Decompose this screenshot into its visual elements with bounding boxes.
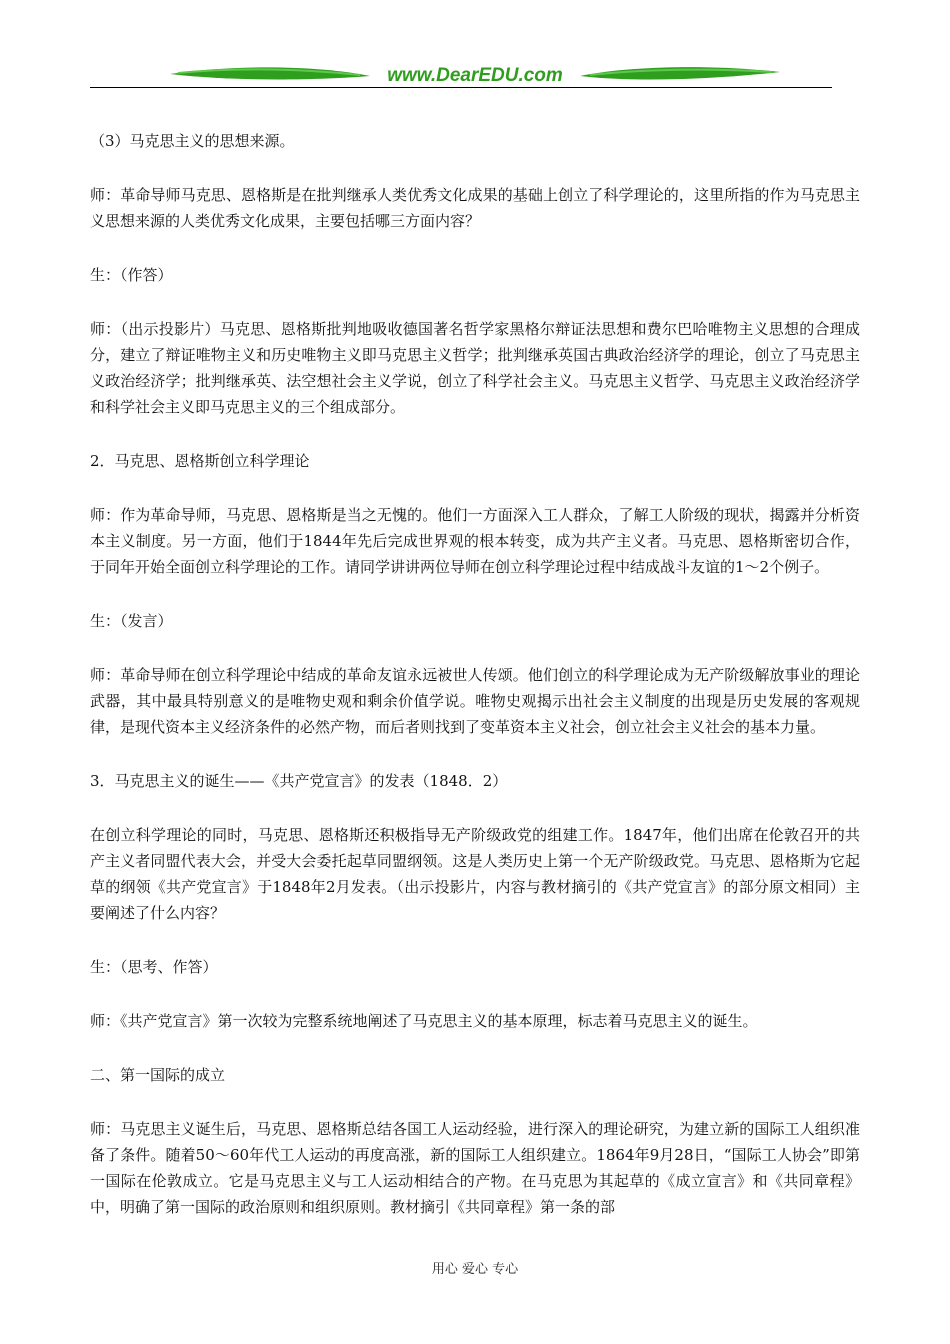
paragraph: 生：（思考、作答） bbox=[90, 958, 218, 976]
document-body bbox=[90, 128, 860, 1248]
page-footer: 用心 爱心 专心 bbox=[431, 1262, 519, 1277]
section-heading: 2．马克思、恩格斯创立科学理论 bbox=[90, 452, 310, 470]
section-heading: 二、第一国际的成立 bbox=[90, 1066, 226, 1084]
paragraph: 师：革命导师在创立科学理论中结成的革命友谊永远被世人传颂。他们创立的科学理论成为无产阶级解放事业的理论武器，其中最具特别意义的是唯物史观和剩余价值学说。唯物史观揭示出社会主义制度的出现是历史发展的客观规律，是现代资本主义经济条件的必然产物，而后者则找到了变革资本主义社会，创立社会主义社会的基本力量。 bbox=[90, 666, 860, 736]
paragraph: 在创立科学理论的同时，马克思、恩格斯还积极指导无产阶级政党的组建工作。1847年，他们出席在伦敦召开的共产主义者同盟代表大会，并受大会委托起草同盟纲领。这是人类历史上第一个无产阶级政党。马克思、恩格斯为它起草的纲领《共产党宣言》于1848年2月发表。（出示投影片，内容与教材摘引的《共产党宣言》的部分原文相同）主要阐述了什么内容？ bbox=[90, 826, 860, 922]
paragraph: （3）马克思主义的思想来源。 bbox=[90, 132, 295, 150]
paragraph: 师：马克思主义诞生后，马克思、恩格斯总结各国工人运动经验，进行深入的理论研究，为建立新的国际工人组织准备了条件。随着50～60年代工人运动的再度高涨，新的国际工人组织建立。1864年9月28日，“国际工人协会”即第一国际在伦敦成立。它是马克思主义与工人运动相结合的产物。在马克思为其起草的《成立宣言》和《共同章程》中，明确了第一国际的政治原则和组织原则。教材摘引《共同章程》第一条的部 bbox=[90, 1120, 860, 1216]
header-divider bbox=[90, 87, 832, 88]
section-heading: 3．马克思主义的诞生——《共产党宣言》的发表（1848．2） bbox=[90, 772, 508, 790]
paragraph: 生：（发言） bbox=[90, 612, 173, 630]
paragraph: 生：（作答） bbox=[90, 266, 173, 284]
paragraph: 师：革命导师马克思、恩格斯是在批判继承人类优秀文化成果的基础上创立了科学理论的，这里所指的作为马克思主义思想来源的人类优秀文化成果，主要包括哪三方面内容？ bbox=[90, 186, 860, 230]
paragraph: 师：《共产党宣言》第一次较为完整系统地阐述了马克思主义的基本原理，标志着马克思主义的诞生。 bbox=[90, 1012, 758, 1030]
site-logo-text: www.DearEDU.com bbox=[387, 65, 563, 86]
paragraph: 师：作为革命导师，马克思、恩格斯是当之无愧的。他们一方面深入工人群众，了解工人阶级的现状，揭露并分析资本主义制度。另一方面，他们于1844年先后完成世界观的根本转变，成为共产主义者。马克思、恩格斯密切合作，于同年开始全面创立科学理论的工作。请同学讲讲两位导师在创立科学理论过程中结成战斗友谊的1～2个例子。 bbox=[90, 506, 860, 576]
paragraph: 师：（出示投影片）马克思、恩格斯批判地吸收德国著名哲学家黑格尔辩证法思想和费尔巴哈唯物主义思想的合理成分，建立了辩证唯物主义和历史唯物主义即马克思主义哲学；批判继承英国古典政治经济学的理论，创立了马克思主义政治经济学；批判继承英、法空想社会主义学说，创立了科学社会主义。马克思主义哲学、马克思主义政治经济学和科学社会主义即马克思主义的三个组成部分。 bbox=[90, 320, 860, 416]
